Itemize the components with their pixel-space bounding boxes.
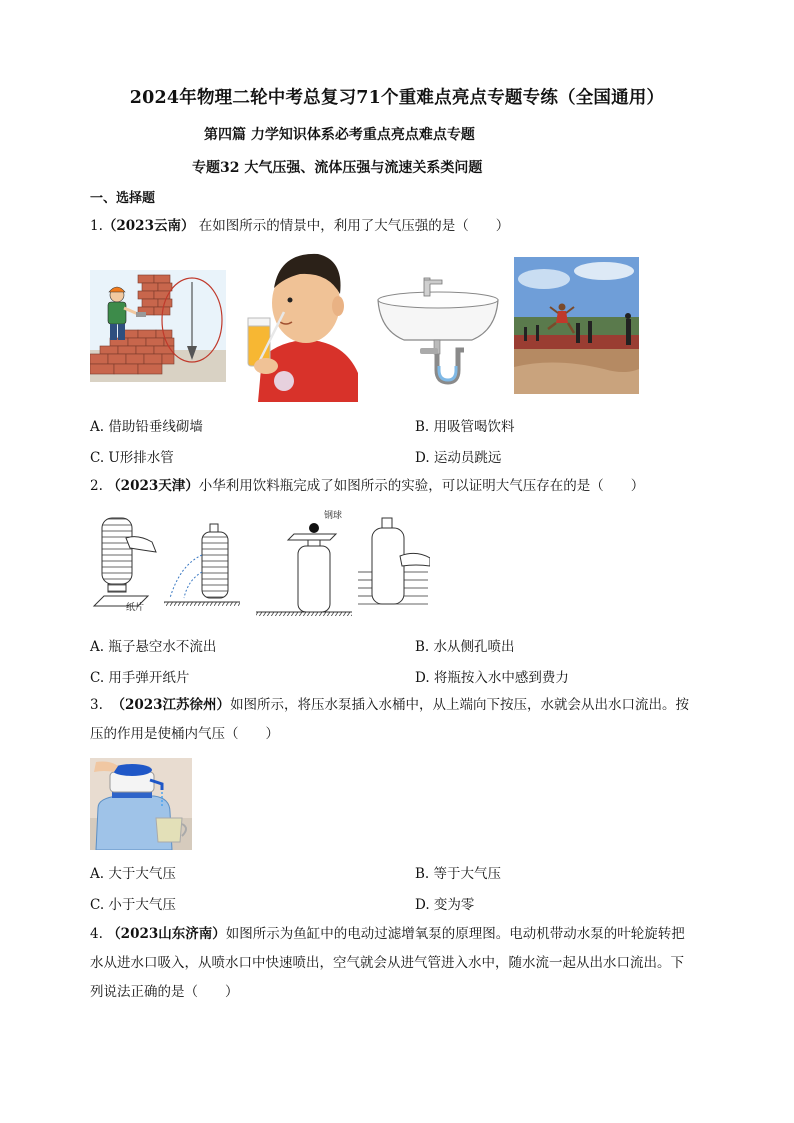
figure-long-jump-photo	[514, 257, 639, 394]
q1-option-a[interactable]: A. 借助铅垂线砌墙	[90, 419, 203, 435]
question-3-source: （2023江苏徐州）	[111, 697, 231, 713]
section-heading: 一、选择题	[90, 191, 156, 206]
q3-option-b[interactable]: B. 等于大气压	[415, 866, 502, 882]
document-title: 2024年物理二轮中考总复习71个重难点亮点专题专练（全国通用）	[129, 88, 665, 108]
figure-water-pump	[90, 758, 192, 850]
part-heading: 第四篇 力学知识体系必考重点亮点难点专题	[204, 127, 475, 143]
q3-option-c[interactable]: C. 小于大气压	[90, 897, 176, 913]
q2-option-a[interactable]: A. 瓶子悬空水不流出	[90, 639, 217, 655]
question-3-stem: 3. （2023江苏徐州）如图所示，将压水泵插入水桶中，从上端向下按压，水就会从出水口流出。按 压的作用是使桶内气压（ ）	[90, 697, 690, 742]
question-2-stem: 2. （2023天津）小华利用饮料瓶完成了如图所示的实验，可以证明大气压存在的是（ ）	[90, 478, 645, 494]
q1-option-b[interactable]: B. 用吸管喝饮料	[415, 419, 515, 435]
q1-option-d[interactable]: D. 运动员跳远	[415, 450, 502, 466]
q2-option-d[interactable]: D. 将瓶按入水中感到费力	[415, 670, 569, 686]
q3-option-a[interactable]: A. 大于大气压	[90, 866, 176, 882]
q3-option-d[interactable]: D. 变为零	[415, 897, 475, 913]
question-1-stem: 1.（2023云南） 在如图所示的情景中，利用了大气压强的是（ ）	[90, 218, 510, 234]
topic-heading: 专题32 大气压强、流体压强与流速关系类问题	[192, 160, 483, 176]
q2-option-c[interactable]: C. 用手弹开纸片	[90, 670, 190, 686]
q2-option-b[interactable]: B. 水从侧孔喷出	[415, 639, 515, 655]
label-steel-ball: 钢球	[324, 511, 343, 521]
figure-boy-drinking-straw	[240, 248, 362, 402]
figure-plumb-line-wall	[90, 270, 226, 382]
figure-sink-u-trap	[376, 270, 500, 388]
q1-option-c[interactable]: C. U形排水管	[90, 450, 174, 466]
question-4-stem: 4. （2023山东济南）如图所示为鱼缸中的电动过滤增氧泵的原理图。电动机带动水泵的叶轮旋转把 水从进水口吸入，从喷水口中快速喷出，空气就会从进气管进入水中，随水流一起从出水口流出。下 列说法正确的是（ ）	[90, 926, 685, 1000]
label-paper: 纸片	[126, 603, 145, 613]
figure-bottle-experiments	[90, 510, 430, 622]
question-2-source: （2023天津）	[107, 478, 199, 494]
question-4-source: （2023山东济南）	[107, 926, 226, 942]
question-1-source: （2023云南）	[102, 218, 195, 234]
